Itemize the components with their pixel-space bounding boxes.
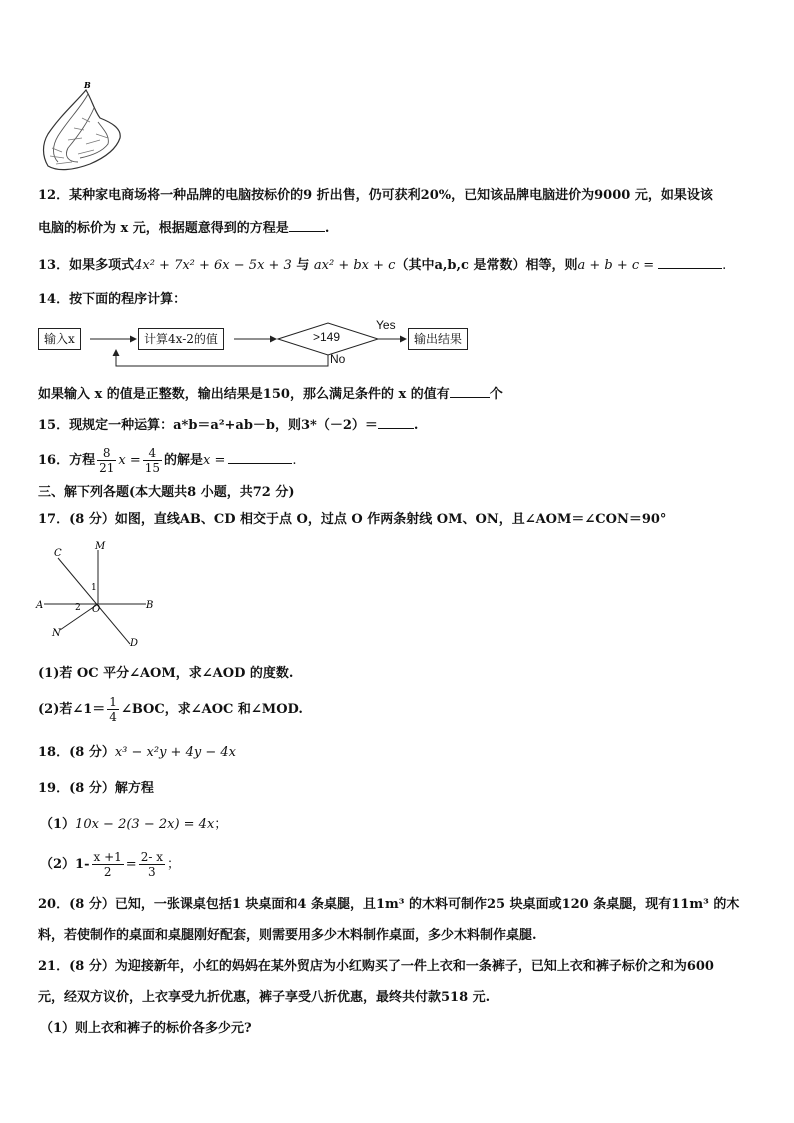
fraction-2-minus-x-over-3: $\frac{2- x}{3}$: [140, 850, 163, 879]
section-heading: 三、解下列各题(本大题共8 小题，共72 分): [38, 485, 295, 500]
question-21-line1: 21．(8 分）为迎接新年，小红的妈妈在某外贸店为小红购买了一件上衣和一条裤子，已知上衣和裤子标价之和为600: [38, 959, 714, 974]
question-16-mid2: 的解是: [164, 453, 204, 468]
sketch-figure: [38, 78, 124, 174]
answer-blank-13[interactable]: [658, 255, 722, 269]
question-13-poly1: 4x² + 7x² + 6x − 5x + 3: [134, 258, 292, 273]
question-19-part1: [40, 816, 227, 834]
question-14-condition: 如果输入 x 的值是正整数，输出结果是150，那么满足条件的 x 的值有: [38, 387, 450, 402]
question-16-mid1: x =: [118, 453, 141, 468]
question-17-part2: [38, 694, 303, 726]
question-20-line1: 20．(8 分）已知，一张课桌包括1 块桌面和4 条桌腿，且1m³ 的木料可制作25 块桌面或120 条桌腿，现有11m³ 的木: [38, 897, 740, 912]
label-b: B: [146, 600, 154, 611]
question-18-expression: x³ − x²y + 4y − 4x: [114, 745, 236, 760]
program-flowchart: [38, 318, 498, 374]
question-13-mid: 与: [291, 258, 314, 273]
label-angle-1: 1: [91, 583, 97, 593]
question-19-p1-label: （1）: [40, 817, 76, 832]
label-o: O: [92, 604, 101, 615]
fraction-1-4: $\frac{1}{4}$: [109, 695, 117, 724]
angle-figure: [34, 540, 164, 650]
calculate-box: 计算4x-2的值: [138, 328, 224, 350]
question-15-text: 15．现规定一种运算：a*b＝a²+ab－b，则3*（－2）＝: [38, 418, 378, 433]
question-19-p1-end: ；: [214, 817, 228, 832]
question-13-poly2: ax² + bx + c: [313, 258, 396, 273]
question-13-ask: a + b + c =: [577, 258, 655, 273]
question-12-line1: 12．某种家电商场将一种品牌的电脑按标价的9 折出售，仍可获利20%，已知该品牌电脑进价为9000 元，如果设该: [38, 188, 713, 203]
question-20-line2: 料，若使制作的桌面和桌腿刚好配套，则需要用多少木料制作桌面，多少木料制作桌腿.: [38, 928, 537, 943]
question-14-unit: 个: [489, 387, 503, 402]
label-n: N: [52, 628, 61, 639]
fraction-x-plus-1-over-2: $\frac{x +1}{2}$: [93, 850, 122, 879]
question-19-title: 19．(8 分）解方程: [38, 781, 154, 796]
question-21-line2: 元，经双方议价，上衣享受九折优惠，裤子享受八折优惠，最终共付款518 元.: [38, 990, 491, 1005]
line-cd: [58, 558, 130, 644]
question-17-part2-suffix: ∠BOC，求∠AOC 和∠MOD.: [120, 702, 303, 717]
question-14-title: 14．按下面的程序计算：: [38, 292, 187, 307]
question-15: 15．现规定一种运算：a*b＝a²+ab－b，则3*（－2）＝ .: [38, 415, 418, 435]
question-18: [38, 744, 236, 762]
question-19-part2: [40, 848, 180, 882]
sketch-label-b: B: [84, 80, 91, 90]
answer-blank-12[interactable]: [289, 218, 325, 232]
question-21-part1: （1）则上衣和裤子的标价各多少元?: [40, 1021, 252, 1036]
label-a: A: [36, 600, 44, 611]
question-19-p2-end: ；: [166, 857, 180, 872]
question-12-line2: 电脑的标价为 x 元，根据题意得到的方程是 .: [38, 218, 329, 238]
fraction-4-15: $\frac{4}{15}$: [144, 446, 161, 475]
label-d: D: [130, 638, 139, 649]
yes-label: Yes: [376, 318, 396, 332]
answer-blank-14[interactable]: [450, 384, 490, 398]
question-12-text: 电脑的标价为 x 元，根据题意得到的方程是: [38, 221, 289, 236]
input-box: 输入x: [38, 328, 81, 350]
question-13-prefix: 13．如果多项式: [38, 258, 135, 273]
label-angle-2: 2: [75, 603, 81, 613]
question-19-p2-label: （2）1-: [40, 857, 90, 872]
answer-blank-15[interactable]: [378, 415, 414, 429]
question-16-prefix: 16．方程: [38, 453, 96, 468]
question-17-part1: (1)若 OC 平分∠AOM，求∠AOD 的度数.: [38, 666, 294, 681]
label-m: M: [95, 541, 106, 552]
output-box: 输出结果: [408, 328, 468, 350]
question-18-prefix: 18．(8 分）: [38, 745, 115, 760]
question-13-note: （其中a,b,c 是常数）相等，则: [395, 258, 578, 273]
question-16-ask: x =: [203, 453, 226, 468]
label-c: C: [54, 548, 62, 559]
fraction-8-21: $\frac{8}{21}$: [99, 446, 115, 475]
question-19-p2-eq: =: [125, 857, 137, 872]
question-19-p1-expression: 10x − 2(3 − 2x) = 4x: [75, 817, 215, 832]
no-label: No: [330, 352, 346, 366]
question-13: 13．如果多项式4x² + 7x² + 6x − 5x + 3 与 ax² + bx + c（其中a,b,c 是常数）相等，则a + b + c = .: [38, 255, 726, 275]
decision-label: >149: [313, 330, 341, 344]
question-17-part2-prefix: (2)若∠1＝: [38, 702, 106, 717]
question-17-text: 17．(8 分）如图，直线AB、CD 相交于点 O，过点 O 作两条射线 OM、ON，且∠AOM＝∠CON＝90°: [38, 512, 667, 527]
question-14-text: [38, 384, 503, 404]
answer-blank-16[interactable]: [228, 450, 292, 464]
question-16: 16．方程 $\frac{8}{21}$ x = $\frac{4}{15}$ 的解是x = .: [38, 446, 297, 475]
